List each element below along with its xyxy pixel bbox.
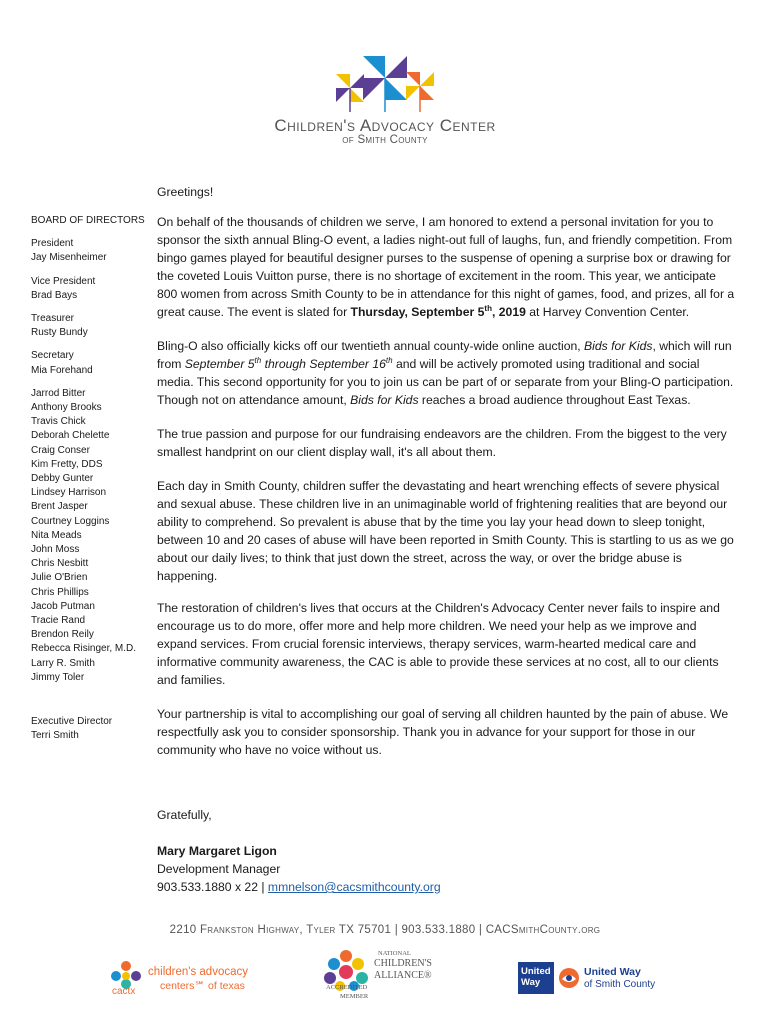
board-member: Anthony Brooks	[31, 402, 102, 414]
board-member: Debby Gunter	[31, 473, 94, 485]
cactx-abbr: cactx	[112, 986, 136, 997]
board-member: Chris Nesbitt	[31, 558, 89, 570]
board-member: Tracie Rand	[31, 615, 86, 627]
paragraph-auction: Bling-O also officially kicks off our twentieth annual county-wide online auction, Bids for Kids, which will run from September 5th through September 16th and will be actively promoted using traditional and social media. This second opportunity for you to join us can be part of or separate from your Bling-O participation. Though not on attendance amount, Bids for Kids reaches a broad audience throughout East Texas.	[157, 339, 734, 407]
board-member: Nita Meads	[31, 529, 82, 541]
exec-director-name: Terri Smith	[31, 730, 79, 742]
nca-line2: CHILDREN'S	[374, 958, 432, 969]
cactx-line1: children's advocacy	[148, 966, 248, 978]
paragraph-partnership: Your partnership is vital to accomplishing our goal of serving all children haunted by the pain of abuse. We respectfully ask you to consider sponsorship. Thank you in advance for your support for those in our community who have no voice without us.	[157, 707, 729, 757]
board-member: Larry R. Smith	[31, 657, 95, 669]
paragraph-restoration: The restoration of children's lives that occurs at the Children's Advocacy Center never fails to inspire and encourage us to do more, offer more and help more children. We need your help as we improve and expand services. From crucial forensic interviews, therapy services, warm-hearted medical care and informative community awareness, the CAC is able to provide these services at no cost, all to our clients and families.	[157, 601, 720, 687]
exec-director-title: Executive Director	[31, 716, 113, 728]
board-member: Courtney Loggins	[31, 515, 110, 527]
signer-title: Development Manager	[157, 862, 281, 876]
signer-contact	[157, 878, 441, 896]
org-name: Children's Advocacy Center	[274, 116, 496, 135]
closing: Gratefully,	[157, 808, 212, 822]
paragraph-abuse: Each day in Smith County, children suffer the devastating and heart wrenching effects of severe physical and sexual abuse. These children live in an unimaginable world of frightening realities that are beyond our ability to comprehend. So prevalent is abuse that by the time you lay your head down to sleep tonight, between 10 and 20 cases of abuse will have been reported in Smith County. This is startling to us as we go about our daily lives; to think that just down the street, across the way, or over the bridge abuse is happening.	[157, 479, 734, 583]
nca-line3: ALLIANCE®	[374, 970, 432, 981]
united-way-logo	[518, 962, 658, 996]
board-member: Brendon Reily	[31, 629, 94, 641]
letter-body	[157, 183, 737, 775]
secretary-title: Secretary	[31, 350, 74, 362]
board-member: Craig Conser	[31, 444, 90, 456]
board-member: Brent Jasper	[31, 501, 88, 513]
nca-line1: NATIONAL	[378, 950, 411, 957]
board-member: Lindsey Harrison	[31, 487, 107, 499]
treasurer-name: Rusty Bundy	[31, 327, 88, 339]
board-member: John Moss	[31, 544, 80, 556]
board-member: Julie O'Brien	[31, 572, 88, 584]
nca-logo	[322, 948, 434, 1004]
board-member: Jarrod Bitter	[31, 387, 86, 399]
board-member: Rebecca Risinger, M.D.	[31, 643, 137, 655]
board-member: Chris Phillips	[31, 586, 89, 598]
pinwheel-logo	[330, 50, 440, 112]
board-heading: BOARD OF DIRECTORS	[31, 215, 145, 226]
cactx-logo	[108, 958, 258, 1002]
vice-president-name: Brad Bays	[31, 289, 78, 301]
board-member: Jimmy Toler	[31, 671, 85, 683]
board-member: Jacob Putman	[31, 600, 95, 612]
email-link[interactable]: mmnelson@cacsmithcounty.org	[267, 880, 441, 894]
org-subtitle: of Smith County	[342, 134, 428, 146]
signature-block	[157, 806, 441, 896]
board-member: Travis Chick	[31, 416, 86, 428]
board-of-directors	[31, 214, 156, 744]
vice-president-title: Vice President	[31, 275, 96, 287]
signer-phone: 903.533.1880 x 22 |	[157, 880, 268, 894]
signer-name: Mary Margaret Ligon	[157, 844, 277, 858]
united-way-line2: of Smith County	[584, 979, 656, 990]
president-name: Jay Misenheimer	[31, 252, 107, 264]
paragraph-purpose: The true passion and purpose for our fundraising endeavors are the children. From the biggest to the very smallest handprint on our client display wall, it's all about them.	[157, 427, 727, 459]
nca-line4: ACCREDITED	[326, 984, 368, 991]
paragraph-invitation: On behalf of the thousands of children we serve, I am honored to extend a personal invitation for you to sponsor the sixth annual Bling-O event, a ladies night-out full of laughs, fun, and friendly competition. From bingo games played for beautiful designer purses to the suspense of opening a surprise box or drawing for the coveted Louis Vuitton purse, there is no shortage of excitement in the room. This year, we anticipate 800 women from across Smith County to be in attendance for this night of games, food, and prizes, all for a great cause. The event is slated for Thursday, September 5th, 2019 at Harvey Convention Center.	[157, 215, 735, 319]
united-way-line1: United Way	[584, 966, 641, 978]
treasurer-title: Treasurer	[31, 313, 74, 325]
united-way-badge: United Way	[518, 962, 554, 994]
nca-line5: MEMBER	[340, 993, 369, 1000]
president-title: President	[31, 238, 74, 250]
footer-address: 2210 Frankston Highway, Tyler TX 75701 | 903.533.1880 | CACSmithCounty.org	[169, 924, 601, 936]
greeting: Greetings!	[157, 185, 214, 199]
cactx-line2: centers℠ of texas	[160, 980, 245, 992]
secretary-name: Mia Forehand	[31, 364, 93, 376]
united-way-hand-icon	[558, 967, 580, 989]
board-member: Deborah Chelette	[31, 430, 110, 442]
board-member: Kim Fretty, DDS	[31, 458, 103, 470]
